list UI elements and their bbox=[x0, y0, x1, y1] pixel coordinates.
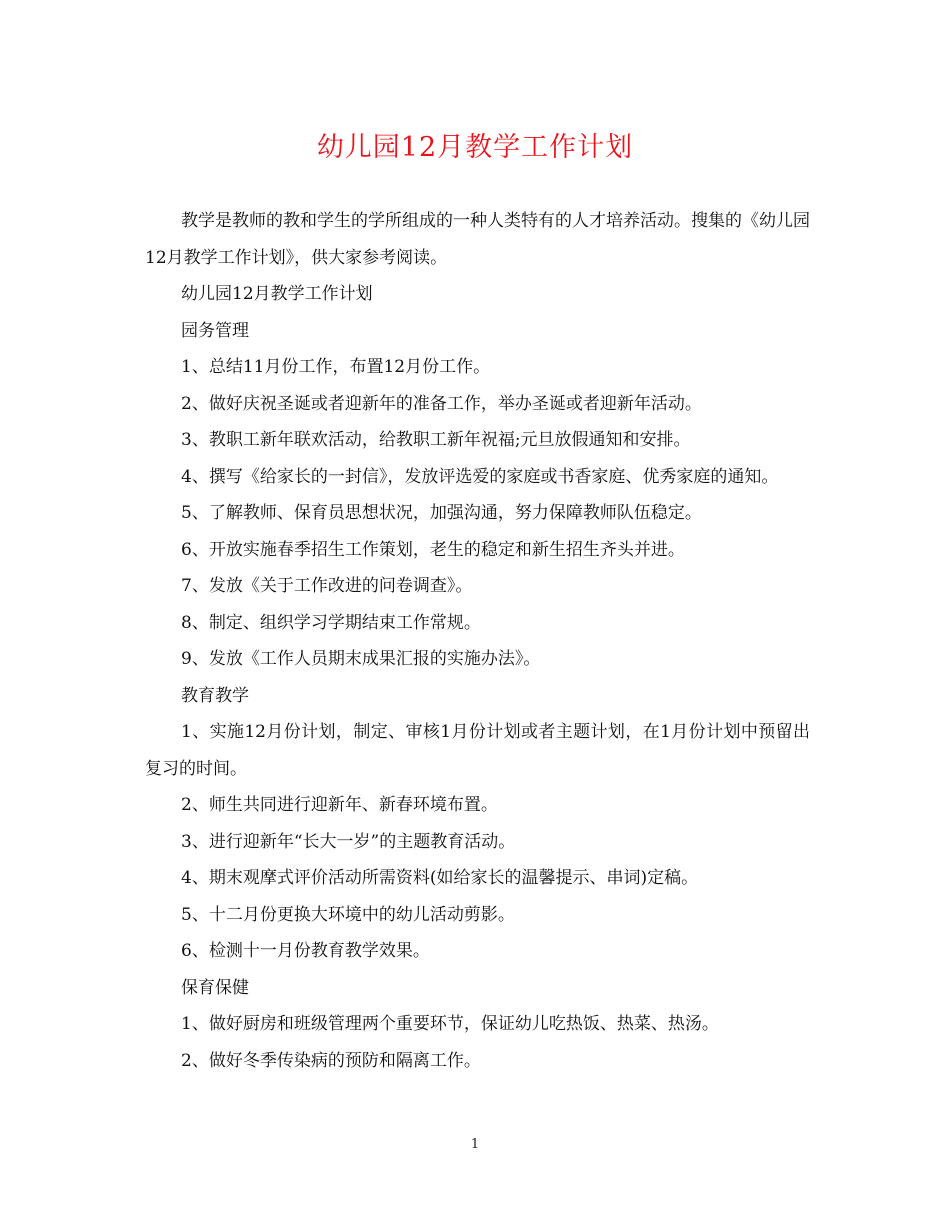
list-item: 2、师生共同进行迎新年、新春环境布置。 bbox=[181, 795, 498, 815]
page-number: 1 bbox=[470, 1137, 480, 1152]
document-title: 幼儿园12月教学工作计划 bbox=[316, 132, 634, 163]
list-item: 3、进行迎新年“长大一岁”的主题教育活动。 bbox=[181, 831, 516, 852]
section-heading-education: 教育教学 bbox=[181, 685, 249, 706]
list-item: 4、撰写《给家长的一封信》，发放评选爱的家庭或书香家庭、优秀家庭的通知。 bbox=[181, 466, 779, 487]
section-heading-care: 保育保健 bbox=[181, 977, 249, 998]
list-item: 5、了解教师、保育员思想状况，加强沟通，努力保障教师队伍稳定。 bbox=[181, 503, 702, 523]
list-item: 3、教职工新年联欢活动，给教职工新年祝福;元旦放假通知和安排。 bbox=[181, 430, 691, 450]
list-item: 6、开放实施春季招生工作策划，老生的稳定和新生招生齐头并进。 bbox=[181, 539, 685, 560]
paragraph-subtitle: 幼儿园12月教学工作计划 bbox=[181, 284, 373, 304]
list-item: 1、总结11月份工作，布置12月份工作。 bbox=[181, 357, 491, 377]
list-item: 7、发放《关于工作改进的问卷调查》。 bbox=[181, 576, 473, 596]
list-item: 6、检测十一月份教育教学效果。 bbox=[181, 941, 430, 961]
paragraph-intro: 教学是教师的教和学生的学所组成的一种人类特有的人才培养活动。搜集的《幼儿园12月教学工作计划》，供大家参考阅读。 bbox=[145, 211, 810, 268]
list-item: 9、发放《工作人员期末成果汇报的实施办法》。 bbox=[181, 649, 541, 669]
list-item: 8、制定、组织学习学期结束工作常规。 bbox=[181, 612, 481, 633]
list-item: 1、做好厨房和班级管理两个重要环节，保证幼儿吃热饭、热菜、热汤。 bbox=[181, 1014, 719, 1034]
section-heading-admin: 园务管理 bbox=[181, 320, 249, 341]
list-item: 2、做好庆祝圣诞或者迎新年的准备工作，举办圣诞或者迎新年活动。 bbox=[181, 393, 702, 414]
list-item: 4、期末观摩式评价活动所需资料(如给家长的温馨提示、串词)定稿。 bbox=[181, 868, 699, 888]
list-item: 5、十二月份更换大环境中的幼儿活动剪影。 bbox=[181, 904, 515, 925]
list-item: 1、实施12月份计划，制定、审核1月份计划或者主题计划，在1月份计划中预留出复习的时间。 bbox=[145, 722, 810, 779]
document-body bbox=[145, 203, 810, 1079]
list-item: 2、做好冬季传染病的预防和隔离工作。 bbox=[181, 1050, 481, 1071]
